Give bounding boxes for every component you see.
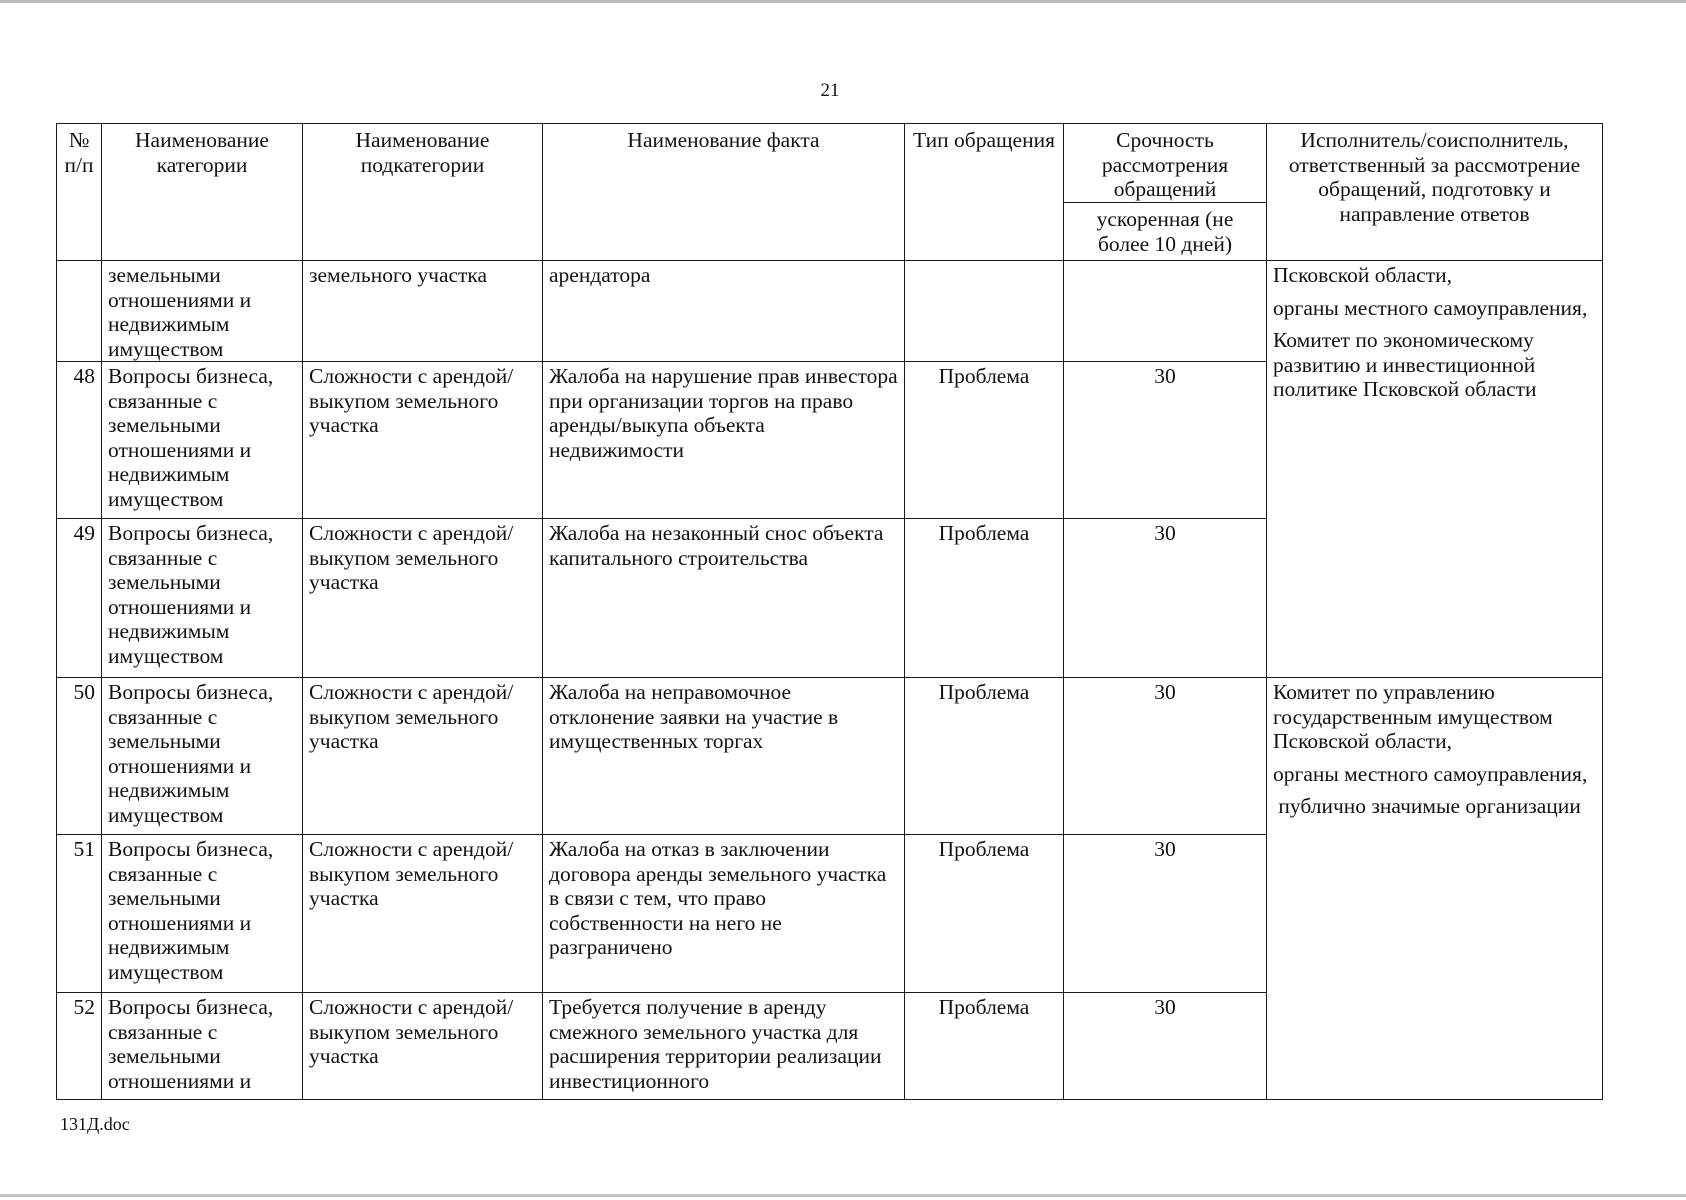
executor-line: органы местного самоуправления,	[1273, 295, 1588, 320]
row-number: 52	[57, 993, 102, 1100]
table-row	[57, 261, 1603, 362]
row-days: 30	[1064, 362, 1267, 519]
header-urgency-accelerated: ускоренная (не более 10 дней)	[1064, 203, 1267, 261]
executor-line: Комитет по экономическому развитию и инвестиционной политике Псковской области	[1273, 328, 1537, 401]
row-type: Проблема	[905, 835, 1064, 993]
row-days: 30	[1064, 835, 1267, 993]
row-fact: Жалоба на неправомочное отклонение заявки на участие в имущественных торгах	[543, 678, 905, 835]
row-number: 49	[57, 519, 102, 678]
header-executor: Исполнитель/соисполнитель, ответственный за рассмотрение обращений, подготовку и направление ответов	[1267, 124, 1603, 261]
header-type: Тип обращения	[905, 124, 1064, 261]
row-subcategory: Сложности с арендой/выкупом земельного участка	[303, 519, 543, 678]
row-days: 30	[1064, 519, 1267, 678]
row-number: 51	[57, 835, 102, 993]
table-row	[57, 678, 1603, 835]
scan-edge-bottom	[0, 1194, 1686, 1197]
executor-line: органы местного самоуправления,	[1273, 761, 1588, 786]
header-urgency: Срочность рассмотрения обращений	[1064, 124, 1267, 203]
row-type: Проблема	[905, 519, 1064, 678]
row-category: земельными отношениями и недвижимым имуществом	[102, 261, 303, 362]
header-subcategory: Наименование подкатегории	[303, 124, 543, 261]
row-subcategory: Сложности с арендой/выкупом земельного участка	[303, 993, 543, 1100]
header-row	[57, 124, 1603, 203]
row-type	[905, 261, 1064, 362]
row-subcategory: земельного участка	[303, 261, 543, 362]
row-type: Проблема	[905, 678, 1064, 835]
row-days	[1064, 261, 1267, 362]
appeals-table	[56, 123, 1603, 1100]
row-category: Вопросы бизнеса, связанные с земельными отношениями и недвижимым имуществом	[102, 519, 303, 678]
row-category: Вопросы бизнеса, связанные с земельными отношениями и недвижимым имуществом	[102, 678, 303, 835]
row-days: 30	[1064, 993, 1267, 1100]
row-subcategory: Сложности с арендой/выкупом земельного участка	[303, 362, 543, 519]
header-fact: Наименование факта	[543, 124, 905, 261]
row-subcategory: Сложности с арендой/выкупом земельного участка	[303, 835, 543, 993]
row-subcategory: Сложности с арендой/выкупом земельного участка	[303, 678, 543, 835]
row-fact: Жалоба на нарушение прав инвестора при организации торгов на право аренды/выкупа объекта недвижимости	[543, 362, 905, 519]
row-days: 30	[1064, 678, 1267, 835]
row-type: Проблема	[905, 993, 1064, 1100]
row-category: Вопросы бизнеса, связанные с земельными отношениями и	[102, 993, 303, 1100]
header-category: Наименование категории	[102, 124, 303, 261]
executor-line: Псковской области,	[1273, 263, 1452, 287]
executor-line: публично значимые организации	[1273, 794, 1581, 818]
executor-line: Комитет по управлению государственным имуществом Псковской области,	[1273, 680, 1553, 753]
row-category: Вопросы бизнеса, связанные с земельными отношениями и недвижимым имуществом	[102, 362, 303, 519]
scan-edge-top	[0, 0, 1686, 3]
header-num: № п/п	[57, 124, 102, 261]
row-fact: Требуется получение в аренду смежного земельного участка для расширения территории реализации инвестиционного	[543, 993, 905, 1100]
executor-cell-2	[1267, 678, 1603, 1100]
document-filename: 131Д.doc	[60, 1114, 130, 1134]
row-type: Проблема	[905, 362, 1064, 519]
page-number: 21	[820, 80, 840, 101]
row-fact: Жалоба на отказ в заключении договора аренды земельного участка в связи с тем, что право собственности на него не разграничено	[543, 835, 905, 993]
row-number: 48	[57, 362, 102, 519]
row-number: 50	[57, 678, 102, 835]
row-fact: Жалоба на незаконный снос объекта капитального строительства	[543, 519, 905, 678]
row-number	[57, 261, 102, 362]
row-category: Вопросы бизнеса, связанные с земельными отношениями и недвижимым имуществом	[102, 835, 303, 993]
row-fact: арендатора	[543, 261, 905, 362]
executor-cell-1	[1267, 261, 1603, 678]
